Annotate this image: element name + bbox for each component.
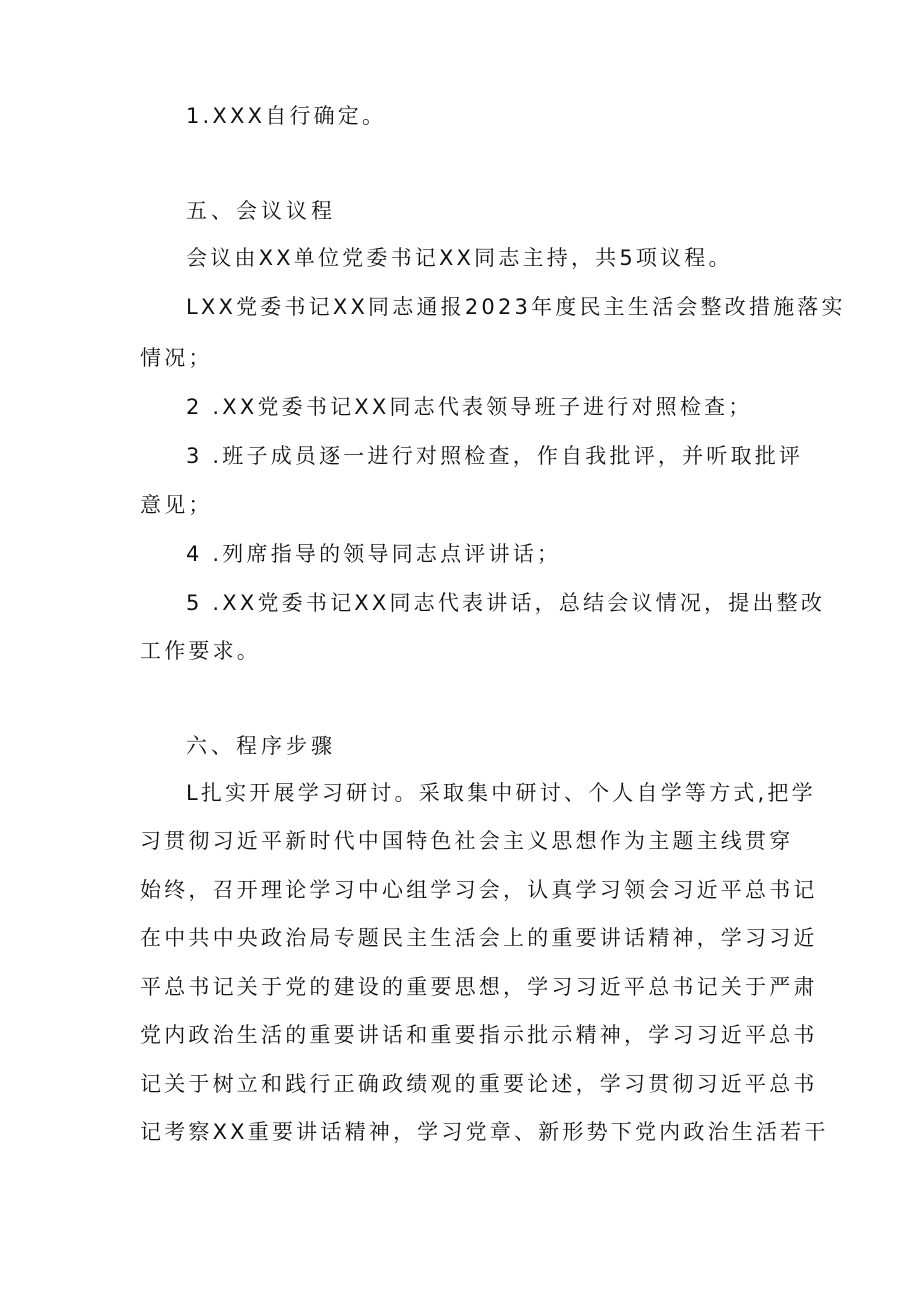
- section-6-line: 在中共中央政治局专题民主生活会上的重要讲话精神，学习习近: [140, 926, 818, 950]
- section-5-intro: 会议由XX单位党委书记XX同志主持，共5项议程。: [186, 246, 733, 270]
- item-1-text: 1.XXX自行确定。: [186, 104, 387, 128]
- section-6-heading: 六、程序步骤: [186, 734, 336, 758]
- section-6-line: L扎实开展学习研讨。采取集中研讨、个人自学等方式,把学: [186, 781, 816, 805]
- section-6-line: 始终，召开理论学习中心组学习会，认真学习领会习近平总书记: [140, 878, 818, 902]
- agenda-item-5-line-1: 5 .XX党委书记XX同志代表讲话，总结会议情况，提出整改: [186, 591, 826, 615]
- section-6-line: 记关于树立和践行正确政绩观的重要论述，学习贯彻习近平总书: [140, 1072, 818, 1096]
- agenda-item-5-line-2: 工作要求。: [140, 639, 261, 663]
- section-6-line: 习贯彻习近平新时代中国特色社会主义思想作为主题主线贯穿: [140, 829, 794, 853]
- section-6-line: 记考察XX重要讲话精神，学习党章、新形势下党内政治生活若干: [140, 1120, 829, 1144]
- agenda-item-1-line-1: LXX党委书记XX同志通报2023年度民主生活会整改措施落实: [186, 295, 846, 319]
- agenda-item-3-line-1: 3 .班子成员逐一进行对照检查，作自我批评，并听取批评: [186, 444, 804, 468]
- section-6-line: 党内政治生活的重要讲话和重要指示批示精神，学习习近平总书: [140, 1023, 818, 1047]
- agenda-item-1-line-2: 情况；: [140, 346, 213, 370]
- section-6-line: 平总书记关于党的建设的重要思想，学习习近平总书记关于严肃: [140, 975, 818, 999]
- agenda-item-2: 2 .XX党委书记XX同志代表领导班子进行对照检查；: [186, 395, 753, 419]
- agenda-item-3-line-2: 意见；: [140, 493, 213, 517]
- agenda-item-4: 4 .列席指导的领导同志点评讲话；: [186, 542, 562, 566]
- section-5-heading: 五、会议议程: [186, 199, 336, 223]
